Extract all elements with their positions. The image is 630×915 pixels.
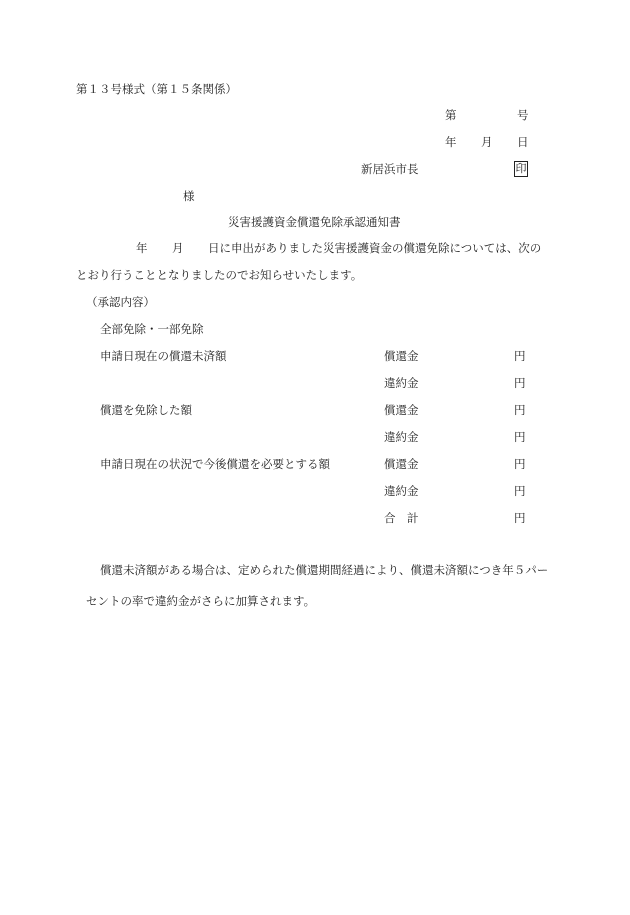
- row-kind-label: 違約金: [384, 376, 419, 390]
- addressee-suffix: 様: [183, 189, 195, 203]
- exemption-type: 全部免除・一部免除: [100, 322, 204, 336]
- row-kind-label: 違約金: [384, 430, 419, 444]
- seal-mark: 印: [515, 162, 527, 175]
- row-item-label: 申請日現在の償還未済額: [100, 349, 227, 363]
- date-day: 日: [517, 135, 529, 149]
- note-line-2: セントの率で違約金がさらに加算されます。: [86, 594, 316, 608]
- form-number: 第１３号様式（第１５条関係）: [76, 82, 237, 96]
- row-kind-label: 償還金: [384, 457, 419, 471]
- row-kind-label: 違約金: [384, 484, 419, 498]
- body-year: 年: [136, 241, 148, 255]
- row-item-label: 償還を免除した額: [100, 403, 192, 417]
- note-line-1: 償還未済額がある場合は、定められた償還期間経過により、償還未済額につき年５パー: [100, 563, 549, 577]
- row-item-label: 申請日現在の状況で今後償還を必要とする額: [100, 457, 330, 471]
- total-label: 合 計: [384, 511, 419, 525]
- date-year: 年: [445, 135, 457, 149]
- approval-heading: （承認内容）: [86, 295, 155, 309]
- row-unit-label: 円: [514, 376, 526, 390]
- number-suffix: 号: [517, 108, 529, 122]
- body-month: 月: [172, 241, 184, 255]
- row-unit-label: 円: [514, 511, 526, 525]
- body-line-2: とおり行うこととなりましたのでお知らせいたします。: [76, 268, 363, 282]
- row-unit-label: 円: [514, 457, 526, 471]
- row-unit-label: 円: [514, 484, 526, 498]
- issuer-name: 新居浜市長: [361, 162, 419, 176]
- row-unit-label: 円: [514, 349, 526, 363]
- row-unit-label: 円: [514, 403, 526, 417]
- row-kind-label: 償還金: [384, 403, 419, 417]
- number-prefix: 第: [445, 108, 457, 122]
- row-unit-label: 円: [514, 430, 526, 444]
- body-line-1: 日に申出がありました災害援護資金の償還免除については、次の: [208, 241, 542, 255]
- document-title: 災害援護資金償還免除承認通知書: [228, 215, 401, 229]
- row-kind-label: 償還金: [384, 349, 419, 363]
- date-month: 月: [481, 135, 493, 149]
